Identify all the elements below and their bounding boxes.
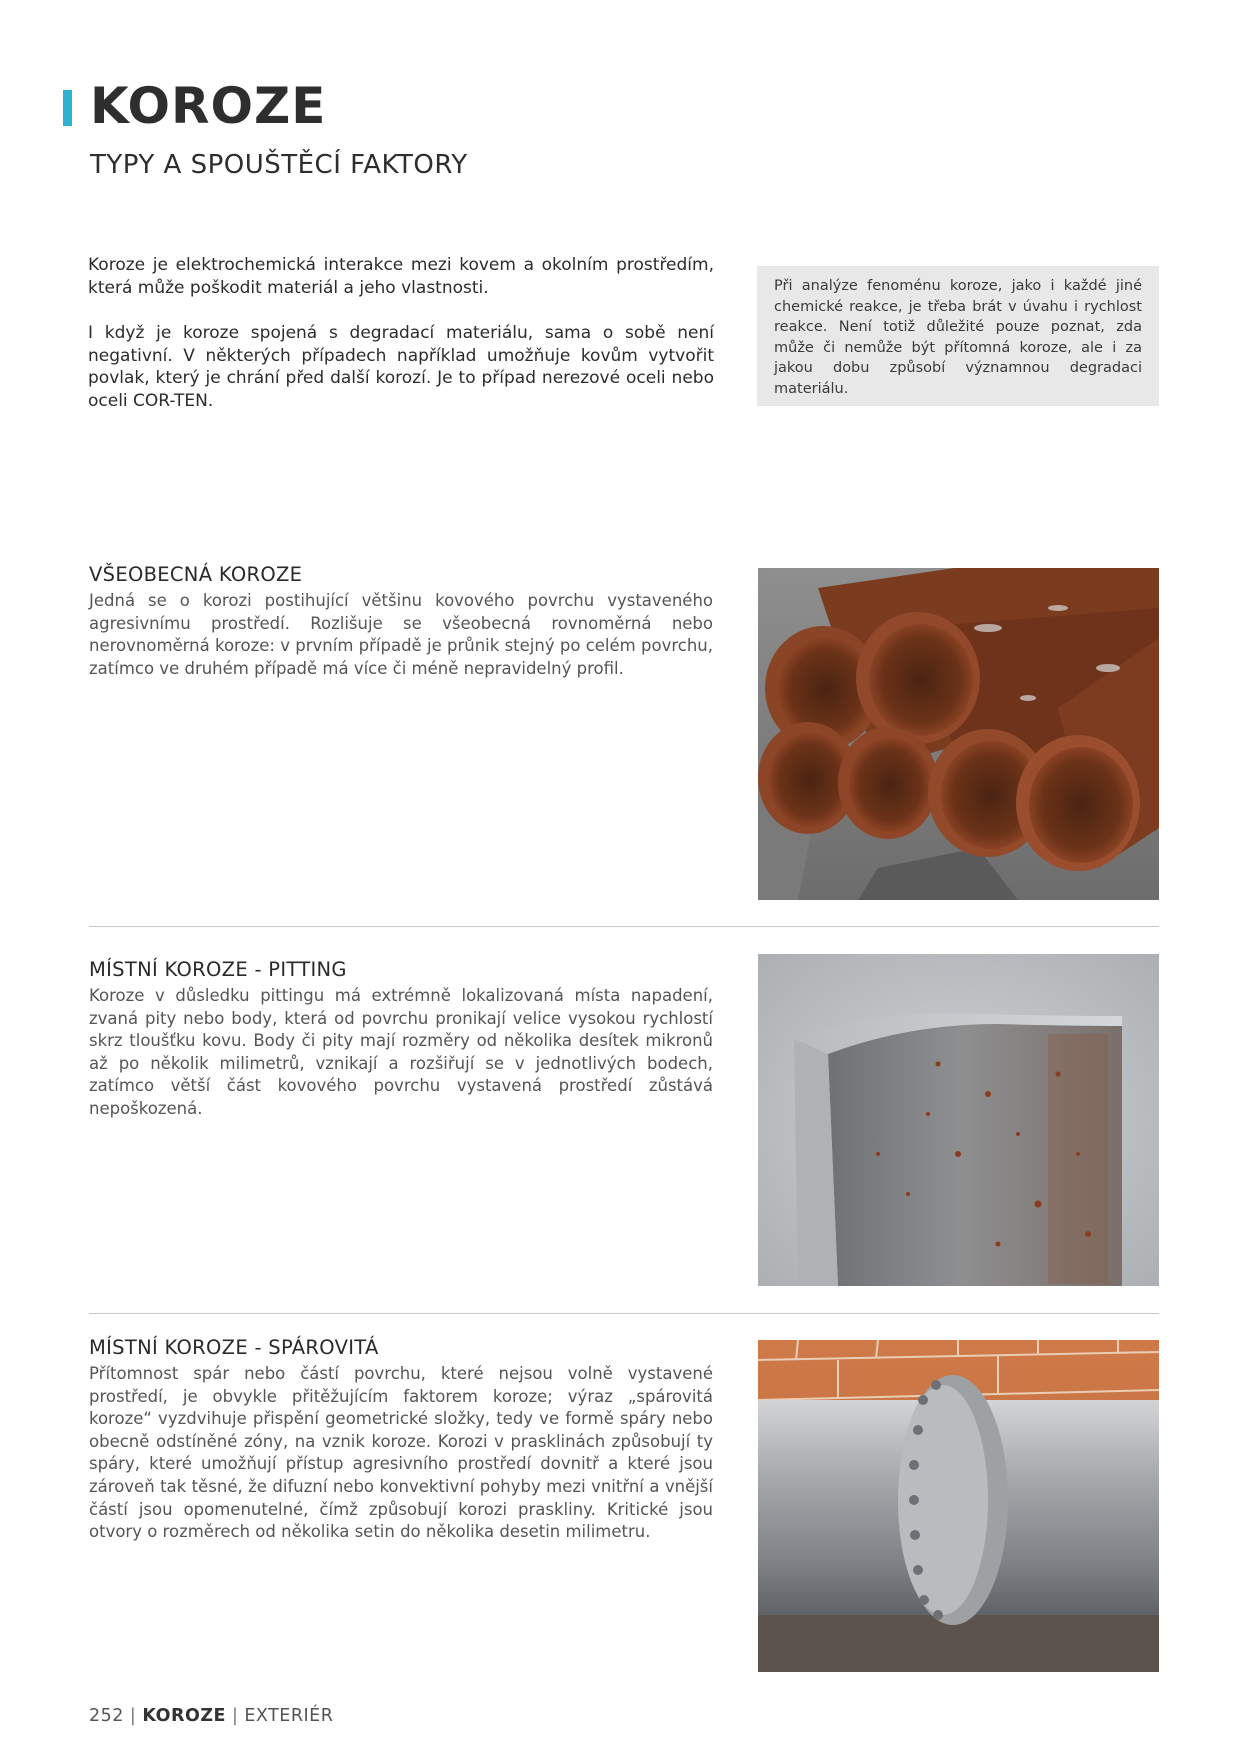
flanged-pipe-photo	[758, 1340, 1159, 1672]
page-title: KOROZE	[90, 77, 327, 135]
intro-paragraph: Koroze je elektrochemická interakce mezi kovem a okolním prostředím, která může poškodit materiál a jeho vlastnosti.	[88, 255, 714, 298]
footer-separator: |	[129, 1706, 137, 1726]
info-note-box	[757, 266, 1159, 406]
section-divider	[89, 1313, 1159, 1314]
page-subtitle: TYPY A SPOUŠTĚCÍ FAKTORY	[90, 150, 468, 180]
section-text-crevice: Přítomnost spár nebo částí povrchu, které nejsou volně vystavené prostředí, je obvykle přitěžujícím faktorem koroze; výraz „spárovitá koroze“ vyzdvihuje přispění geometrické složky, tedy ve formě spáry nebo obecně odstíněné zóny, na vznik koroze. Korozi v prasklinách způsobují ty spáry, které umožňují přístup agresivního prostředí dovnitř a které jsou zároveň tak těsné, že difuzní nebo konvektivní pohyby mezi vnitřní a vnější částí jsou opomenutelné, čímž způsobují korozi praskliny. Kritické jsou otvory o rozměrech od několika setin do několika desetin milimetru.	[89, 1364, 713, 1542]
footer-separator: |	[231, 1706, 239, 1726]
section-title-pitting: MÍSTNÍ KOROZE - PITTING	[89, 958, 347, 981]
footer-section: KOROZE	[142, 1706, 226, 1726]
rusty-pipes-photo	[758, 568, 1159, 900]
intro-paragraph: I když je koroze spojená s degradací materiálu, sama o sobě není negativní. V některých případech například umožňuje kovům vytvořit povlak, který je chrání před další korozí. Je to případ nerezové oceli nebo oceli COR-TEN.	[88, 323, 714, 411]
title-accent-bar	[63, 90, 72, 126]
footer-category: EXTERIÉR	[244, 1706, 334, 1726]
section-divider	[89, 926, 1159, 927]
page-footer	[89, 1706, 333, 1726]
info-note-text: Při analýze fenoménu koroze, jako i každé jiné chemické reakce, je třeba brát v úvahu i rychlost reakce. Není totiž důležité pouze poznat, zda může či nemůže být přítomná koroze, ale i za jakou dobu způsobí významnou degradaci materiálu.	[774, 278, 1142, 397]
section-title-crevice: MÍSTNÍ KOROZE - SPÁROVITÁ	[89, 1336, 379, 1359]
intro-text	[88, 254, 714, 435]
section-text-pitting: Koroze v důsledku pittingu má extrémně lokalizovaná místa napadení, zvaná pity nebo body, která od povrchu pronikají velice vysokou rychlostí skrz tloušťku kovu. Body či pity mají rozměry od několika desítek mikronů až po několik milimetrů, vznikají a rozšiřují se v jednotlivých bodech, zatímco větší část kovového povrchu vystavená prostředí zůstává nepoškozená.	[89, 986, 713, 1118]
page-number: 252	[89, 1706, 124, 1726]
section-title-general-corrosion: VŠEOBECNÁ KOROZE	[89, 563, 303, 586]
pitted-steel-photo	[758, 954, 1159, 1286]
section-text-general-corrosion: Jedná se o korozi postihující většinu kovového povrchu vystaveného agresivnímu prostředí. Rozlišuje se všeobecná rovnoměrná nebo nerovnoměrná koroze: v prvním případě je průnik stejný po celém povrchu, zatímco ve druhém případě má více či méně nepravidelný profil.	[89, 591, 713, 678]
